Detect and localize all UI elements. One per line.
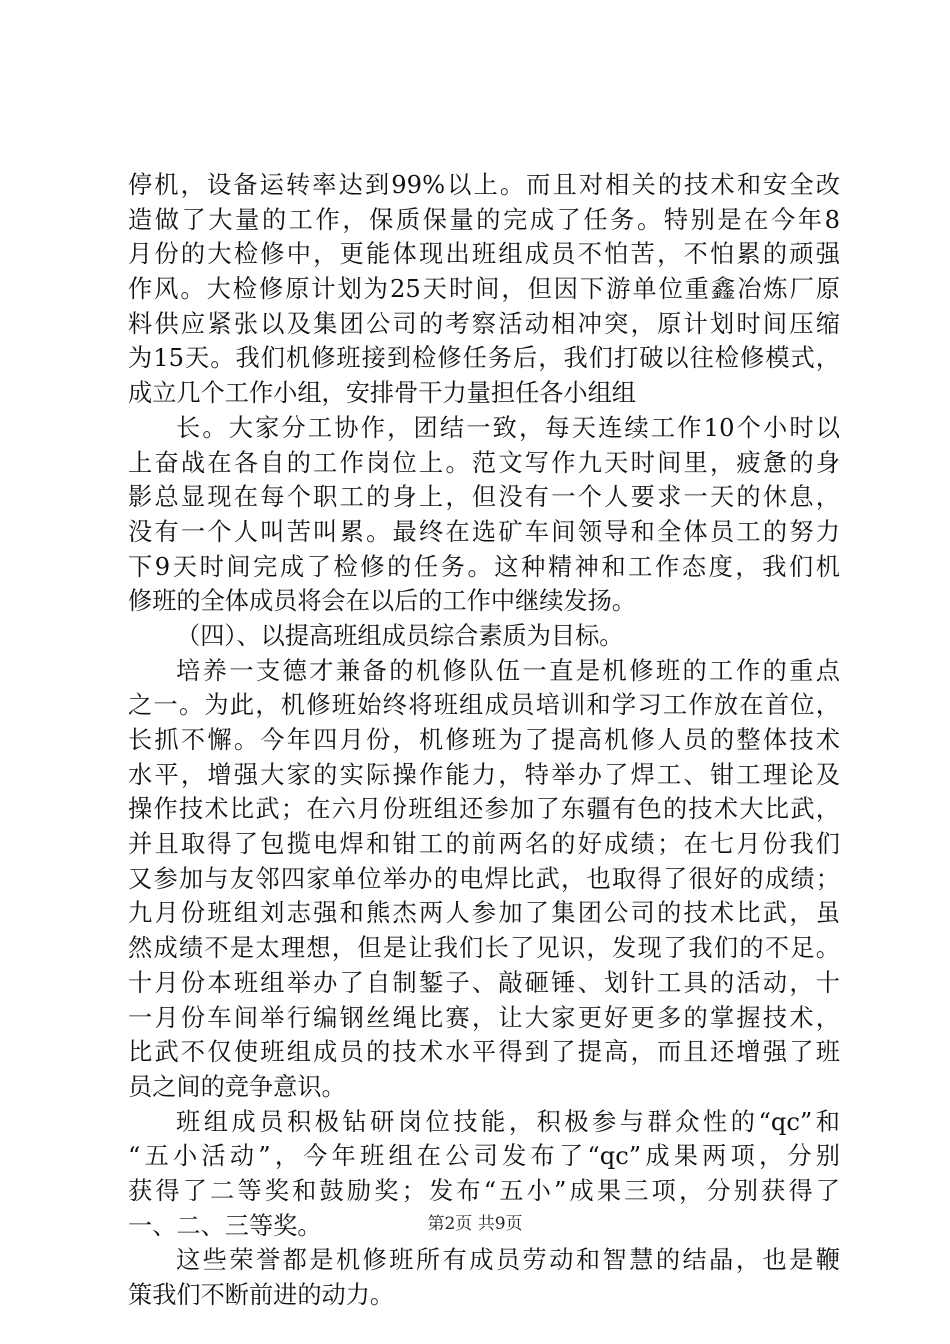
text-line: 九月份班组刘志强和熊杰两人参加了集团公司的技术比武，虽 bbox=[128, 899, 840, 928]
text-line: 停机，设备运转率达到99%以上。而且对相关的技术和安全改 bbox=[128, 171, 840, 199]
text-line: 然成绩不是太理想，但是让我们长了见识，发现了我们的不足。 bbox=[128, 934, 840, 963]
text-line: “五小活动”，今年班组在公司发布了“qc”成果两项，分别 bbox=[128, 1142, 840, 1171]
text-line: 培养一支德才兼备的机修队伍一直是机修班的工作的重点 bbox=[176, 656, 840, 685]
text-line: 比武不仅使班组成员的技术水平得到了提高，而且还增强了班 bbox=[128, 1038, 840, 1067]
text-line: 又参加与友邻四家单位举办的电焊比武，也取得了很好的成绩； bbox=[128, 864, 840, 893]
document-body bbox=[128, 168, 840, 1313]
text-line: 影总显现在每个职工的身上，但没有一个人要求一天的休息， bbox=[128, 483, 840, 512]
text-line: 作风。大检修原计划为25天时间，但因下游单位重鑫冶炼厂原 bbox=[128, 275, 840, 304]
text-line: 操作技术比武；在六月份班组还参加了东疆有色的技术大比武， bbox=[128, 795, 840, 824]
text-line: 长。大家分工协作，团结一致，每天连续工作10个小时以 bbox=[176, 413, 840, 442]
text-line: 并且取得了包揽电焊和钳工的前两名的好成绩；在七月份我们 bbox=[128, 830, 840, 859]
text-line: 下9天时间完成了检修的任务。这种精神和工作态度，我们机 bbox=[128, 552, 840, 581]
text-line: 员之间的竞争意识。 bbox=[128, 1072, 346, 1101]
text-line: 一月份车间举行编钢丝绳比赛，让大家更好更多的掌握技术， bbox=[128, 1003, 840, 1032]
text-line: 为15天。我们机修班接到检修任务后，我们打破以往检修模式， bbox=[128, 344, 840, 373]
page-footer bbox=[0, 1212, 950, 1236]
text-line: 上奋战在各自的工作岗位上。范文写作九天时间里，疲惫的身 bbox=[128, 448, 840, 477]
text-line: 这些荣誉都是机修班所有成员劳动和智慧的结晶，也是鞭 bbox=[176, 1246, 840, 1275]
text-line: 没有一个人叫苦叫累。最终在选矿车间领导和全体员工的努力 bbox=[128, 517, 840, 546]
text-line: 策我们不断前进的动力。 bbox=[128, 1281, 395, 1309]
text-line: 长抓不懈。今年四月份，机修班为了提高机修人员的整体技术 bbox=[128, 726, 840, 754]
page-number-label: 第2页 共9页 bbox=[427, 1214, 523, 1234]
text-line: 造做了大量的工作，保质保量的完成了任务。特别是在今年8 bbox=[128, 205, 840, 234]
text-line: 水平，增强大家的实际操作能力，特举办了焊工、钳工理论及 bbox=[128, 760, 840, 789]
text-line: 料供应紧张以及集团公司的考察活动相冲突，原计划时间压缩 bbox=[128, 309, 840, 338]
text-line: 成立几个工作小组，安排骨干力量担任各小组组 bbox=[128, 379, 636, 408]
text-line: 一、二、三等奖。 bbox=[128, 1211, 322, 1240]
text-line: 获得了二等奖和鼓励奖；发布“五小”成果三项，分别获得了 bbox=[128, 1176, 840, 1205]
text-line: 之一。为此，机修班始终将班组成员培训和学习工作放在首位， bbox=[128, 691, 840, 720]
text-line: 班组成员积极钻研岗位技能，积极参与群众性的“qc”和 bbox=[176, 1107, 840, 1136]
text-line: 十月份本班组举办了自制錾子、敲砸锤、划针工具的活动，十 bbox=[128, 968, 840, 997]
text-line: 修班的全体成员将会在以后的工作中继续发扬。 bbox=[128, 587, 636, 616]
text-line: （四）、以提高班组成员综合素质为目标。 bbox=[176, 621, 624, 650]
text-line: 月份的大检修中，更能体现出班组成员不怕苦，不怕累的顽强 bbox=[128, 240, 840, 269]
